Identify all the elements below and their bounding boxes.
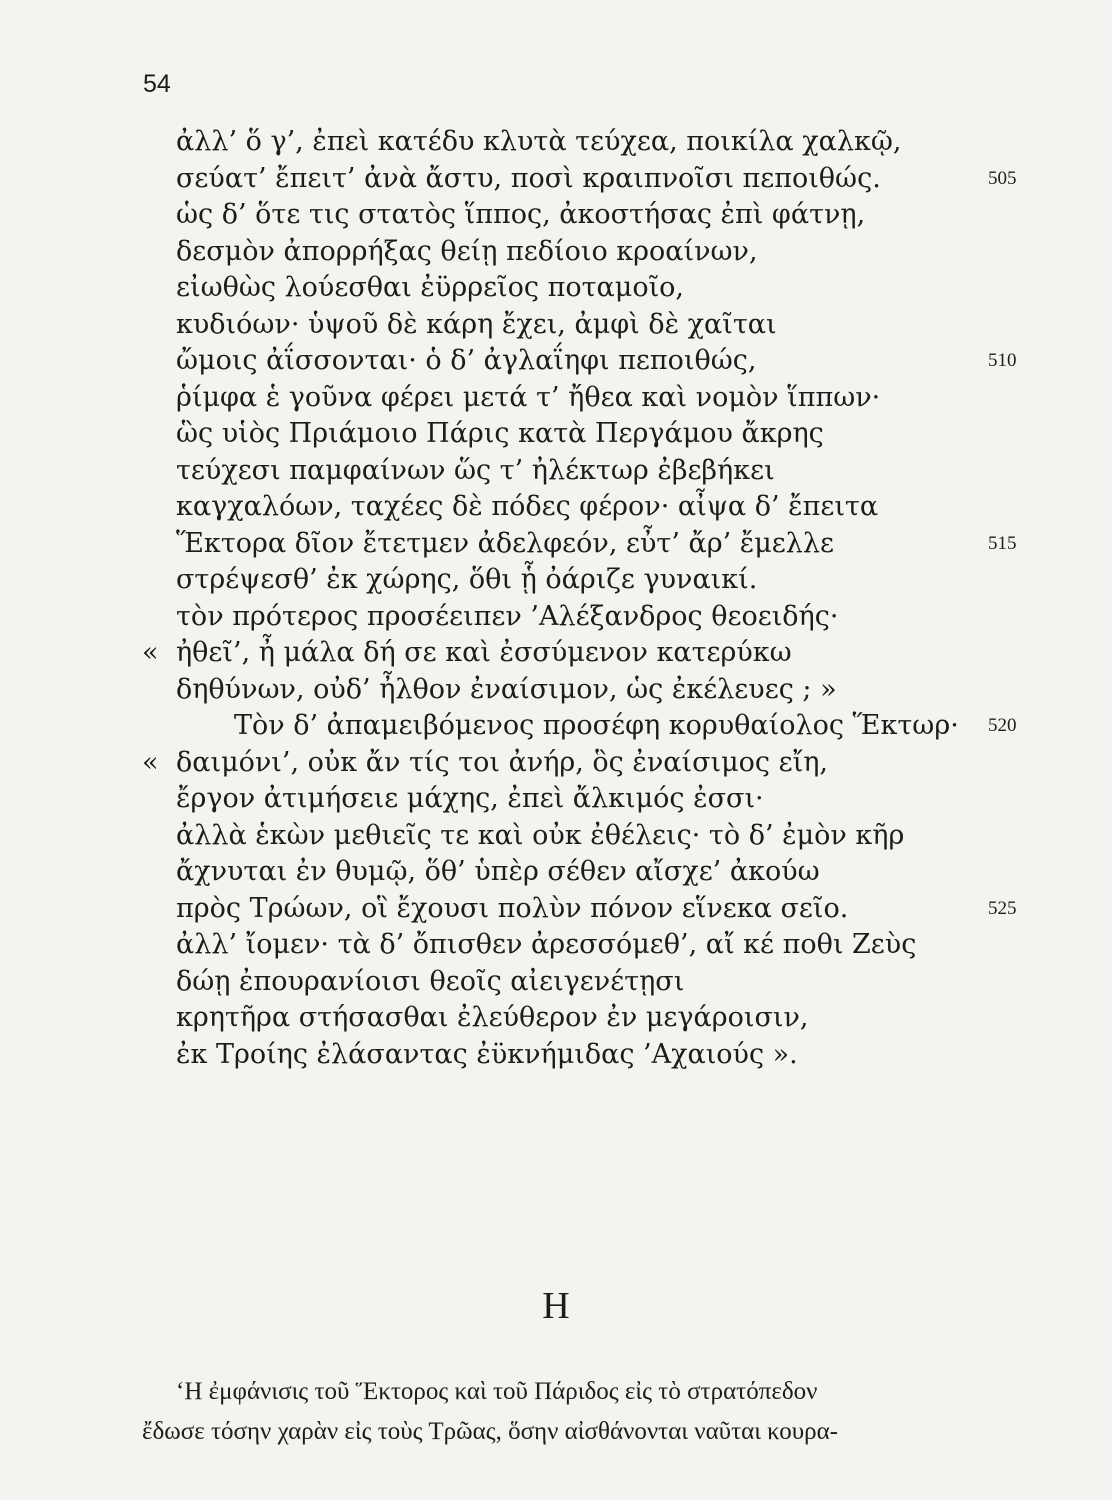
verse-line	[140, 124, 1070, 161]
verse-text: καγχαλόων, ταχέες δὲ πόδες φέρον· αἶψα δ’ ἔπειτα	[176, 491, 879, 522]
verse-line	[140, 526, 1070, 563]
verse-line	[140, 708, 1070, 745]
verse-text: ὣς υἱὸς Πριάμοιο Πάρις κατὰ Περγάμου ἄκρης	[176, 418, 824, 449]
verse-line	[140, 854, 1070, 891]
verse-line	[140, 489, 1070, 526]
verse-line	[140, 1000, 1070, 1037]
verse-text: δηθύνων, οὐδ’ ἦλθον ἐναίσιμον, ὡς ἐκέλευες ; »	[176, 673, 837, 705]
verse-text: στρέψεσθ’ ἐκ χώρης, ὅθι ᾗ ὀάριζε γυναικί.	[176, 564, 758, 595]
verse-text: Ἕκτορα δῖον ἔτετμεν ἀδελφεόν, εὖτ’ ἄρ’ ἔμελλε	[176, 527, 834, 559]
verse-text: δώῃ ἐπουρανίοισι θεοῖς αἰειγενέτῃσι	[176, 965, 685, 997]
book-heading: Η	[542, 1285, 570, 1327]
verse-line	[140, 781, 1070, 818]
verse-line	[140, 380, 1070, 417]
verse-text: εἰωθὼς λούεσθαι ἐϋρρεῖος ποταμοῖο,	[176, 272, 685, 303]
verse-text: τεύχεσι παμφαίνων ὥς τ’ ἠλέκτωρ ἐβεβήκει	[176, 454, 775, 486]
verse-text: δαιμόνι’, οὐκ ἄν τίς τοι ἀνήρ, ὃς ἐναίσιμος εἴη,	[176, 746, 828, 778]
verse-text: ἄχνυται ἐν θυμῷ, ὅθ’ ὑπὲρ σέθεν αἴσχε’ ἀκούω	[176, 856, 820, 887]
commentary	[142, 1372, 1056, 1452]
quote-mark: «	[142, 637, 159, 668]
verse-text: ἐκ Τροίης ἐλάσαντας ἐϋκνήμιδας ’Αχαιούς ».	[176, 1038, 798, 1070]
verse-line	[140, 599, 1070, 636]
verse-line	[140, 818, 1070, 855]
verse-text: ἀλλ’ ἴομεν· τὰ δ’ ὄπισθεν ἀρεσσόμεθ’, αἴ κέ ποθι Ζεὺς	[176, 929, 917, 960]
line-number: 520	[988, 715, 1017, 736]
commentary-line: ἔδωσε τόσην χαρὰν εἰς τοὺς Τρῶας, ὅσην αἰσθάνονται ναῦται κουρα-	[142, 1418, 839, 1445]
verse-text: σεύατ’ ἔπειτ’ ἀνὰ ἄστυ, ποσὶ κραιπνοῖσι πεποιθώς.	[176, 162, 881, 194]
verse-line	[140, 197, 1070, 234]
verse-line	[140, 562, 1070, 599]
verse-line	[140, 270, 1070, 307]
verse-text: ἔργον ἀτιμήσειε μάχης, ἐπεὶ ἄλκιμός ἐσσι·	[176, 783, 764, 814]
line-number: 515	[988, 532, 1017, 554]
verse-line	[140, 416, 1070, 453]
line-number: 505	[988, 167, 1017, 189]
line-number: 510	[988, 350, 1017, 371]
verse-line	[140, 1037, 1070, 1074]
verse-line	[140, 891, 1070, 928]
verse-block	[140, 124, 1070, 1073]
verse-line	[140, 234, 1070, 271]
verse-text: κρητῆρα στήσασθαι ἐλεύθερον ἐν μεγάροισιν,	[176, 1002, 809, 1033]
verse-text: πρὸς Τρώων, οἳ ἔχουσι πολὺν πόνον εἵνεκα σεῖο.	[176, 892, 849, 924]
quote-mark: «	[142, 746, 159, 778]
verse-text: ἀλλ’ ὅ γ’, ἐπεὶ κατέδυ κλυτὰ τεύχεα, ποικίλα χαλκῷ,	[176, 126, 902, 157]
verse-text: ὤμοις ἀΐσσονται· ὁ δ’ ἀγλαΐηφι πεποιθώς,	[176, 345, 757, 376]
verse-line	[140, 927, 1070, 964]
verse-text: ῥίμφα ἑ γοῦνα φέρει μετά τ’ ἤθεα καὶ νομὸν ἵππων·	[176, 381, 881, 413]
commentary-line: ‘Η ἐμφάνισις τοῦ Ἕκτορος καὶ τοῦ Πάριδος εἰς τὸ στρατόπεδον	[176, 1378, 818, 1405]
verse-line	[140, 161, 1070, 198]
verse-text: Τὸν δ’ ἀπαμειβόμενος προσέφη κορυθαίολος Ἕκτωρ·	[234, 710, 959, 741]
verse-line	[140, 635, 1070, 672]
verse-text: ἀλλὰ ἑκὼν μεθιεῖς τε καὶ οὐκ ἐθέλεις· τὸ δ’ ἐμὸν κῆρ	[176, 819, 905, 851]
line-number: 525	[988, 897, 1017, 919]
verse-text: κυδιόων· ὑψοῦ δὲ κάρη ἔχει, ἀμφὶ δὲ χαῖται	[176, 308, 777, 340]
verse-line	[140, 964, 1070, 1001]
verse-line	[140, 307, 1070, 344]
verse-text: δεσμὸν ἀπορρήξας θείῃ πεδίοιο κροαίνων,	[176, 235, 758, 267]
verse-text: ἠθεῖ’, ἦ μάλα δή σε καὶ ἐσσύμενον κατερύκω	[176, 637, 792, 668]
verse-line	[140, 672, 1070, 709]
verse-line	[140, 745, 1070, 782]
verse-text: τὸν πρότερος προσέειπεν ’Αλέξανδρος θεοειδής·	[176, 600, 839, 632]
page-number: 54	[143, 70, 171, 98]
verse-line	[140, 453, 1070, 490]
verse-text: ὡς δ’ ὅτε τις στατὸς ἵππος, ἀκοστήσας ἐπὶ φάτνῃ,	[176, 199, 866, 230]
verse-line	[140, 343, 1070, 380]
